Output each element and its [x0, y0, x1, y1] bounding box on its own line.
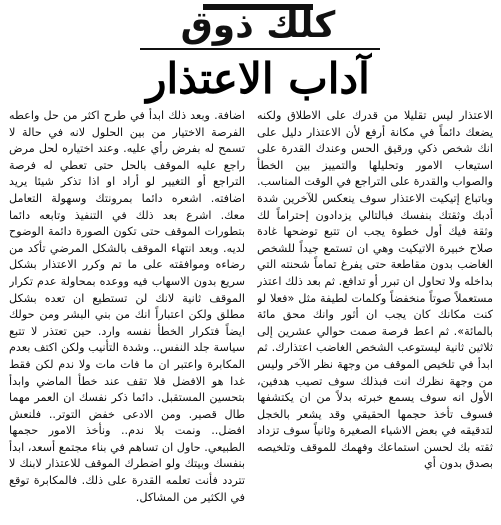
right-column: [257, 108, 493, 519]
kicker-underline: [140, 48, 380, 50]
article-header: [8, 4, 493, 104]
left-column-text: اضافة. وبعد ذلك ابدأ في طرح اكثر من حل واعطه الفرصة الاختيار من بين الحلول لانه في حالة لا تسمح له بفرض رأي عليه. وعند اختياره لحل مرض راجع عليه الموقف بالحل حتى تعطي له فرصة التراجع أو التغيير لو أراد او اذا تذكر شيئا يريد اضافته. اشعره دائما بمرونتك وسهولة التعامل معك. اشرع بعد ذلك في التنفيذ وتابعه دائما بتطورات الموقف حتى تكون الصورة دائمة الوضوح لديه. وبعد انتهاء الموقف بالشكل المرضي تأكد من رضاءه وموافقته على ما تم وكرر الاعتذار بشكل سريع بدون الاسهاب فيه ووعده بمحاولة عدم تكرار الموقف ثانية لانك لن تستطيع ان تعده بشكل مطلق ولكن اعتباراً انك من بني البشر ومن حولك ايضاً فتكرار الخطأ نفسه وارد. حين تعتذر لا تتبع سياسة جلد النفس.. وشدة التأنيب ولكن اكتف بعدم المكابرة واعتبر ان ما فات مات ولا ندم لكن فقط غدا هو الافضل فلا تقف عند خطأ الماضي وابدأ بتحسين المستقبل. دائما ذكر نفسك ان العمر مهما طال قصير. ومن الادعى خفض التوتر.. فلنعش افضل.. ونمت بلا ندم.. ونأخذ الامور حجمها الطبيعي. حاول ان تساهم في بناء مجتمع أسعد، ابدأ بنفسك وبيتك ولو اضطرك الموقف للاعتذار لابنك لا تتردد فأنت تعلمه القدرة على ذلك. فالمكابرة توقع في الكثير من المشاكل.: [9, 109, 245, 504]
section-kicker: كلك ذوق: [180, 5, 336, 46]
article-body: [8, 108, 493, 519]
right-column-text: الاعتذار ليس تقليلا من قدرك على الاطلاق ولكنه يضعك دائماً في مكانة أرفع لأن الاعتذار دليل على انك شخص ذكي ورقيق الحس وعندك القدرة على استيعاب الامور وتحليلها والتمييز بين الخطأ والصواب والقدرة على التراجع في الوقت المناسب. وباتباع إتيكيت الاعتذار سوف ينعكس للآخرين شدة أدبك وثقتك بنفسك فبالتالي يزدادون إحتراماً لك وثقة فيك أول خطوة يجب ان تتبع توضحها غادة صلاح خبيرة الاتيكيت وهي ان تستمع جيداً للشخص الغاضب بدون مقاطعة حتى يفرغ تماماً شحنته التي بداخله ولا تحاول ان تبرر أو تدافع. ثم بعد ذلك اعتذر مستعملاً صوتاً منخفضاً وكلمات لطيفة مثل «فعلا لو كنت مكانك كان يجب ان أثور وانك محق مائة بالمائة». ثم اعط فرصة صمت حوالي عشرين إلى ثلاثين ثانية ليستوعب الشخص الغاضب اعتذارك. ثم ابدأ في تلخيص الموقف من وجهة نظر الآخر وليس من وجهة نظرك انت فبذلك سوف تصيب هدفين، الأول انه سوف يسمع خبرته بدلاً من ان يكتشفها فسوف تأخذ حجمها الحقيقي وقد يشعر بالخجل لتدقيقه في بعض الاشياء الصغيرة وثانياً سوف تزداد ثقته بك لحسن استماعك وفهمك للموقف وتلخيصه بصدق بدون أي: [257, 109, 493, 471]
left-column: [9, 108, 245, 519]
article-title: آداب الاعتذار: [146, 54, 370, 103]
